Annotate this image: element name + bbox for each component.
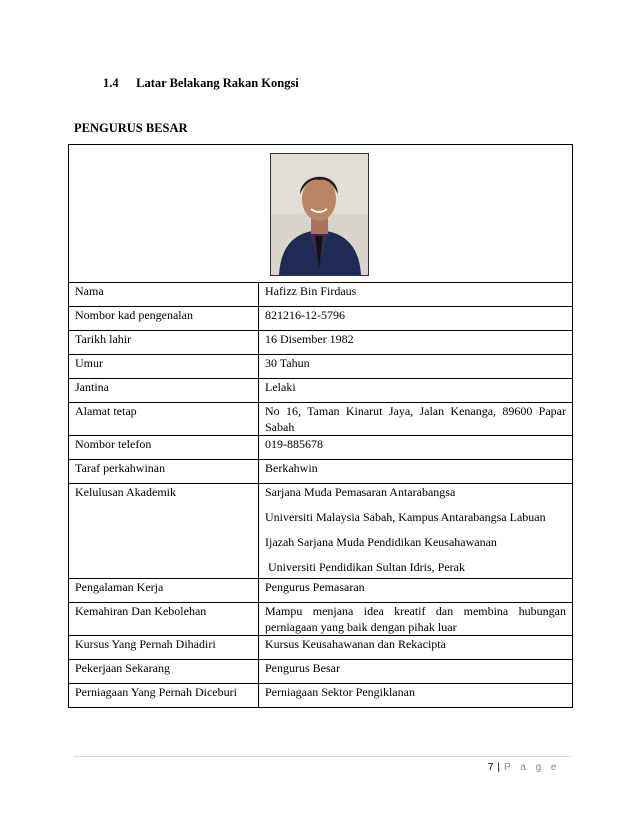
row-ic [69,307,573,331]
section-title: Latar Belakang Rakan Kongsi [136,76,299,90]
label-phone: Nombor telefon [69,436,259,460]
row-phone [69,436,573,460]
value-dob: 16 Disember 1982 [259,331,573,355]
row-name [69,283,573,307]
row-courses [69,636,573,660]
value-ic: 821216-12-5796 [259,307,573,331]
value-academic [259,484,573,579]
label-gender: Jantina [69,379,259,403]
footer-divider [74,756,572,757]
label-age: Umur [69,355,259,379]
value-phone: 019-885678 [259,436,573,460]
value-job: Pengurus Besar [259,660,573,684]
value-courses: Kursus Keusahawanan dan Rekacipta [259,636,573,660]
row-address [69,403,573,436]
page-footer [488,762,560,773]
section-number: 1.4 [103,76,119,90]
value-name: Hafizz Bin Firdaus [259,283,573,307]
label-address: Alamat tetap [69,403,259,436]
row-business [69,684,573,708]
row-job [69,660,573,684]
subheading: PENGURUS BESAR [74,121,188,135]
row-experience [69,579,573,603]
label-job: Pekerjaan Sekarang [69,660,259,684]
row-gender [69,379,573,403]
academic-line: Universiti Pendidikan Sultan Idris, Perak [265,560,465,574]
label-ic: Nombor kad pengenalan [69,307,259,331]
label-marital: Taraf perkahwinan [69,460,259,484]
footer-separator: | [497,762,500,773]
label-academic: Kelulusan Akademik [69,484,259,579]
label-experience: Pengalaman Kerja [69,579,259,603]
row-skills [69,603,573,636]
row-dob [69,331,573,355]
academic-line: Sarjana Muda Pemasaran Antarabangsa [265,485,456,499]
section-heading [103,76,299,91]
photo-row [69,145,573,283]
label-name: Nama [69,283,259,307]
value-skills: Mampu menjana idea kreatif dan membina hubungan perniagaan yang baik dengan pihak luar [259,603,573,636]
page-number: 7 [487,762,494,773]
academic-line: Universiti Malaysia Sabah, Kampus Antarabangsa Labuan [265,510,546,524]
value-address: No 16, Taman Kinarut Jaya, Jalan Kenanga, 89600 Papar Sabah [259,403,573,436]
row-age [69,355,573,379]
value-experience: Pengurus Pemasaran [259,579,573,603]
label-skills: Kemahiran Dan Kebolehan [69,603,259,636]
page-word: P a g e [503,762,560,773]
label-business: Perniagaan Yang Pernah Diceburi [69,684,259,708]
label-courses: Kursus Yang Pernah Dihadiri [69,636,259,660]
value-gender: Lelaki [259,379,573,403]
value-business: Perniagaan Sektor Pengiklanan [259,684,573,708]
value-marital: Berkahwin [259,460,573,484]
label-dob: Tarikh lahir [69,331,259,355]
row-academic [69,484,573,579]
value-age: 30 Tahun [259,355,573,379]
profile-table [68,144,573,708]
row-marital [69,460,573,484]
academic-line: Ijazah Sarjana Muda Pendidikan Keusahawanan [265,535,497,549]
profile-photo [270,153,369,276]
